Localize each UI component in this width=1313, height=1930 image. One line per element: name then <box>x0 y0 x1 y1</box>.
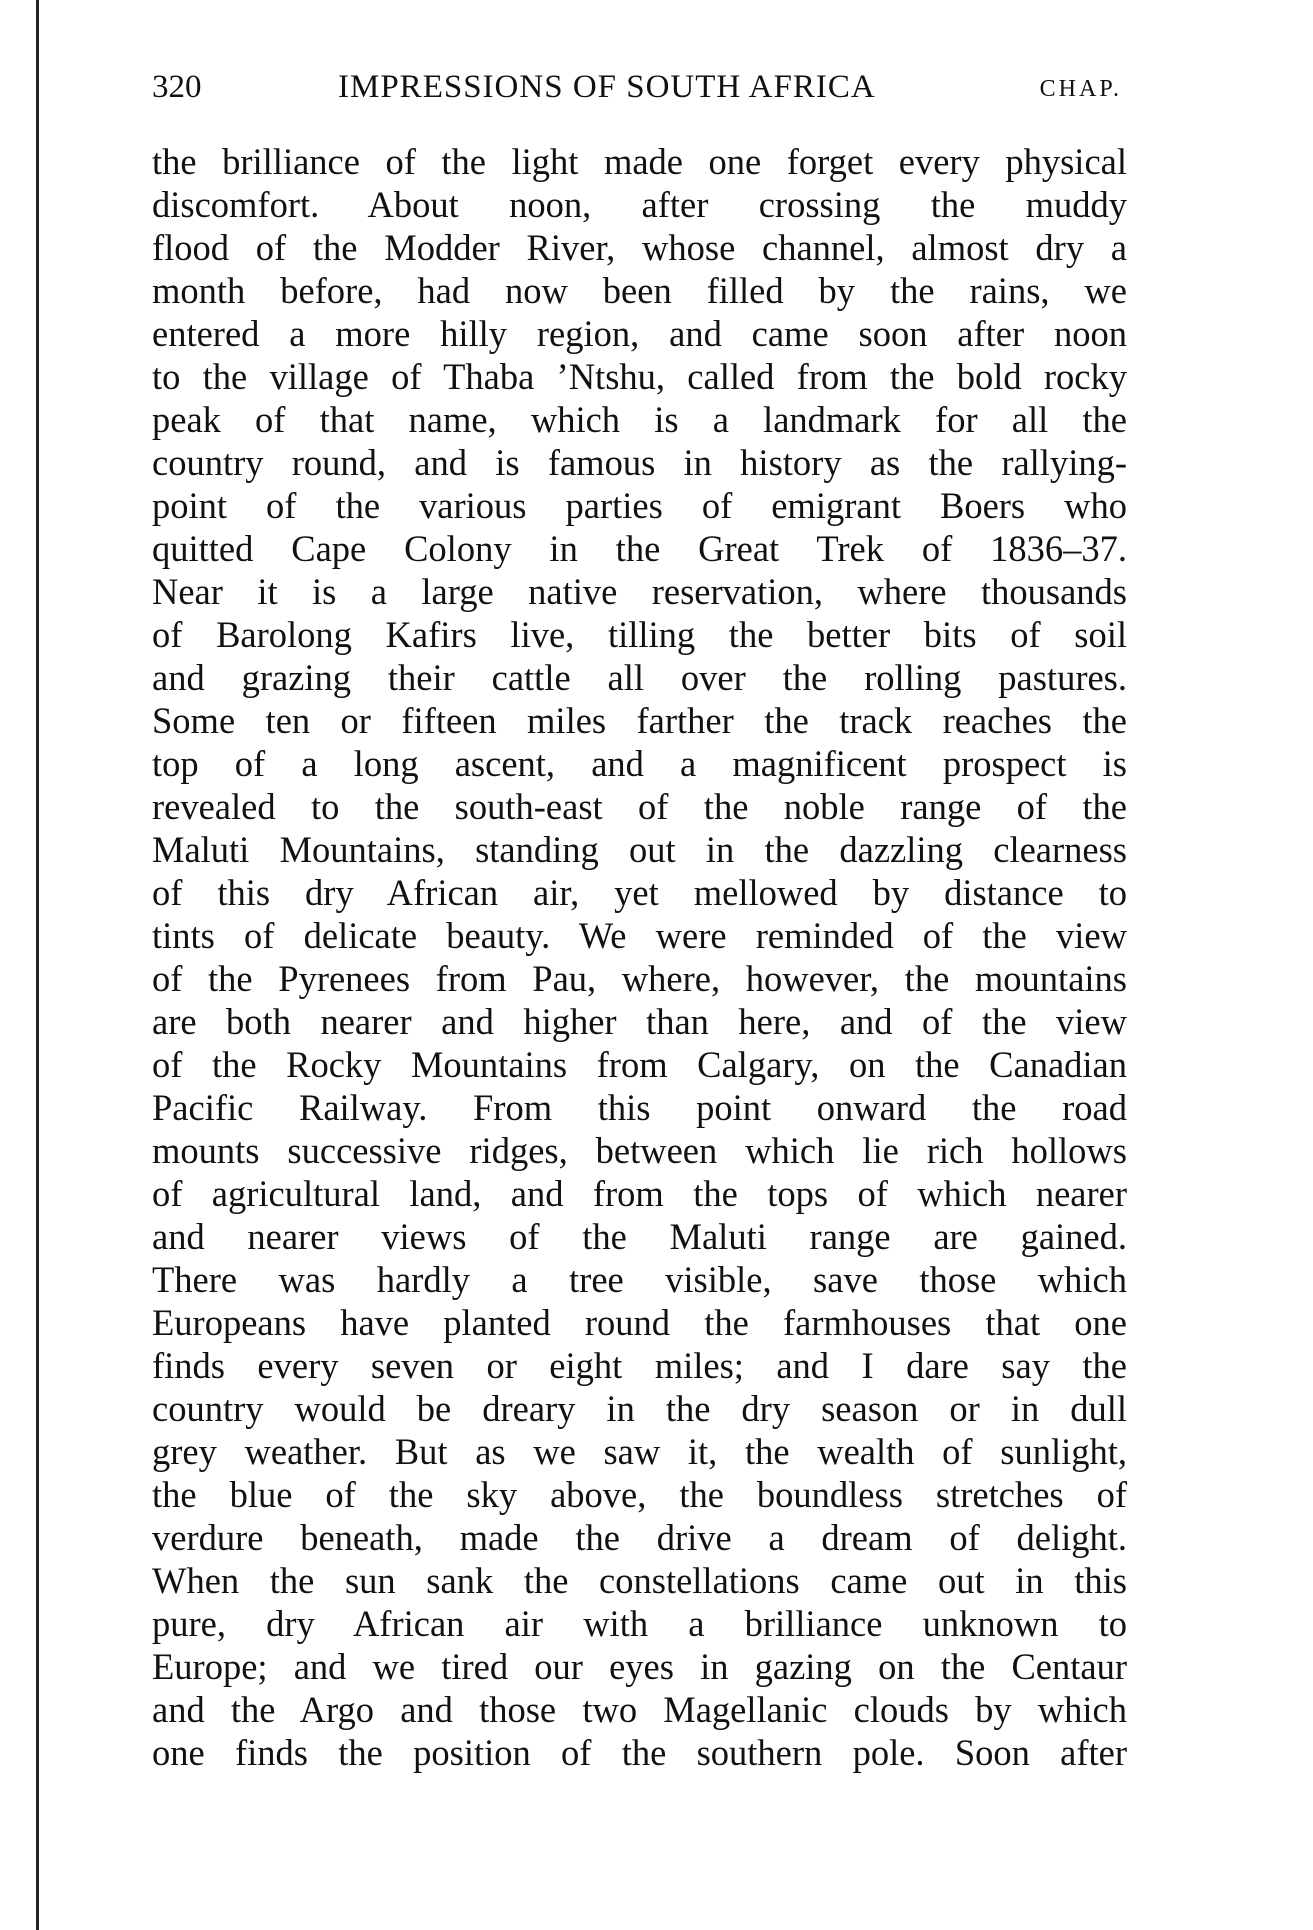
text-line: one finds the position of the southern pole. Soon after <box>152 1732 1127 1773</box>
text-line: finds every seven or eight miles; and I dare say the <box>152 1345 1127 1386</box>
text-line: Some ten or fifteen miles farther the track reaches the <box>152 700 1127 741</box>
text-line: pure, dry African air with a brilliance unknown to <box>152 1603 1127 1644</box>
text-line: When the sun sank the constellations came out in this <box>152 1560 1127 1601</box>
text-line: Pacific Railway. From this point onward the road <box>152 1087 1127 1128</box>
text-line: and nearer views of the Maluti range are gained. <box>152 1216 1127 1257</box>
book-title: IMPRESSIONS OF SOUTH AFRICA <box>338 69 876 105</box>
text-line: and grazing their cattle all over the rolling pastures. <box>152 657 1127 698</box>
text-line: quitted Cape Colony in the Great Trek of 1836–37. <box>152 528 1127 569</box>
text-line: country would be dreary in the dry season or in dull <box>152 1388 1127 1429</box>
text-line: discomfort. About noon, after crossing the muddy <box>152 184 1127 225</box>
text-line: entered a more hilly region, and came soon after noon <box>152 313 1127 354</box>
text-line: Europeans have planted round the farmhouses that one <box>152 1302 1127 1343</box>
page-number: 320 <box>152 69 202 105</box>
text-line: verdure beneath, made the drive a dream of delight. <box>152 1517 1127 1558</box>
text-line: country round, and is famous in history as the rallying- <box>152 442 1127 483</box>
text-line: of the Pyrenees from Pau, where, however, the mountains <box>152 958 1127 999</box>
text-line: top of a long ascent, and a magnificent prospect is <box>152 743 1127 784</box>
text-line: Europe; and we tired our eyes in gazing on the Centaur <box>152 1646 1127 1687</box>
text-line: Near it is a large native reservation, where thousands <box>152 571 1127 612</box>
text-line: of Barolong Kafirs live, tilling the better bits of soil <box>152 614 1127 655</box>
text-line: of this dry African air, yet mellowed by distance to <box>152 872 1127 913</box>
page-edge-rule <box>36 0 39 1930</box>
text-line: There was hardly a tree visible, save those which <box>152 1259 1127 1300</box>
text-line: peak of that name, which is a landmark for all the <box>152 399 1127 440</box>
text-line: flood of the Modder River, whose channel, almost dry a <box>152 227 1127 268</box>
text-line: Maluti Mountains, standing out in the dazzling clearness <box>152 829 1127 870</box>
text-line: month before, had now been filled by the rains, we <box>152 270 1127 311</box>
text-line: the blue of the sky above, the boundless stretches of <box>152 1474 1127 1515</box>
text-line: point of the various parties of emigrant Boers who <box>152 485 1127 526</box>
text-line: the brilliance of the light made one forget every physical <box>152 141 1127 182</box>
text-line: are both nearer and higher than here, and of the view <box>152 1001 1127 1042</box>
text-line: of agricultural land, and from the tops of which nearer <box>152 1173 1127 1214</box>
text-line: grey weather. But as we saw it, the wealth of sunlight, <box>152 1431 1127 1472</box>
text-line: of the Rocky Mountains from Calgary, on the Canadian <box>152 1044 1127 1085</box>
text-line: and the Argo and those two Magellanic clouds by which <box>152 1689 1127 1730</box>
running-head <box>152 62 1132 112</box>
chapter-abbrev: CHAP. <box>1039 76 1122 102</box>
text-line: to the village of Thaba ’Ntshu, called from the bold rocky <box>152 356 1127 397</box>
text-line: tints of delicate beauty. We were reminded of the view <box>152 915 1127 956</box>
text-line: mounts successive ridges, between which lie rich hollows <box>152 1130 1127 1171</box>
text-line: revealed to the south-east of the noble range of the <box>152 786 1127 827</box>
body-text <box>152 140 1127 1774</box>
